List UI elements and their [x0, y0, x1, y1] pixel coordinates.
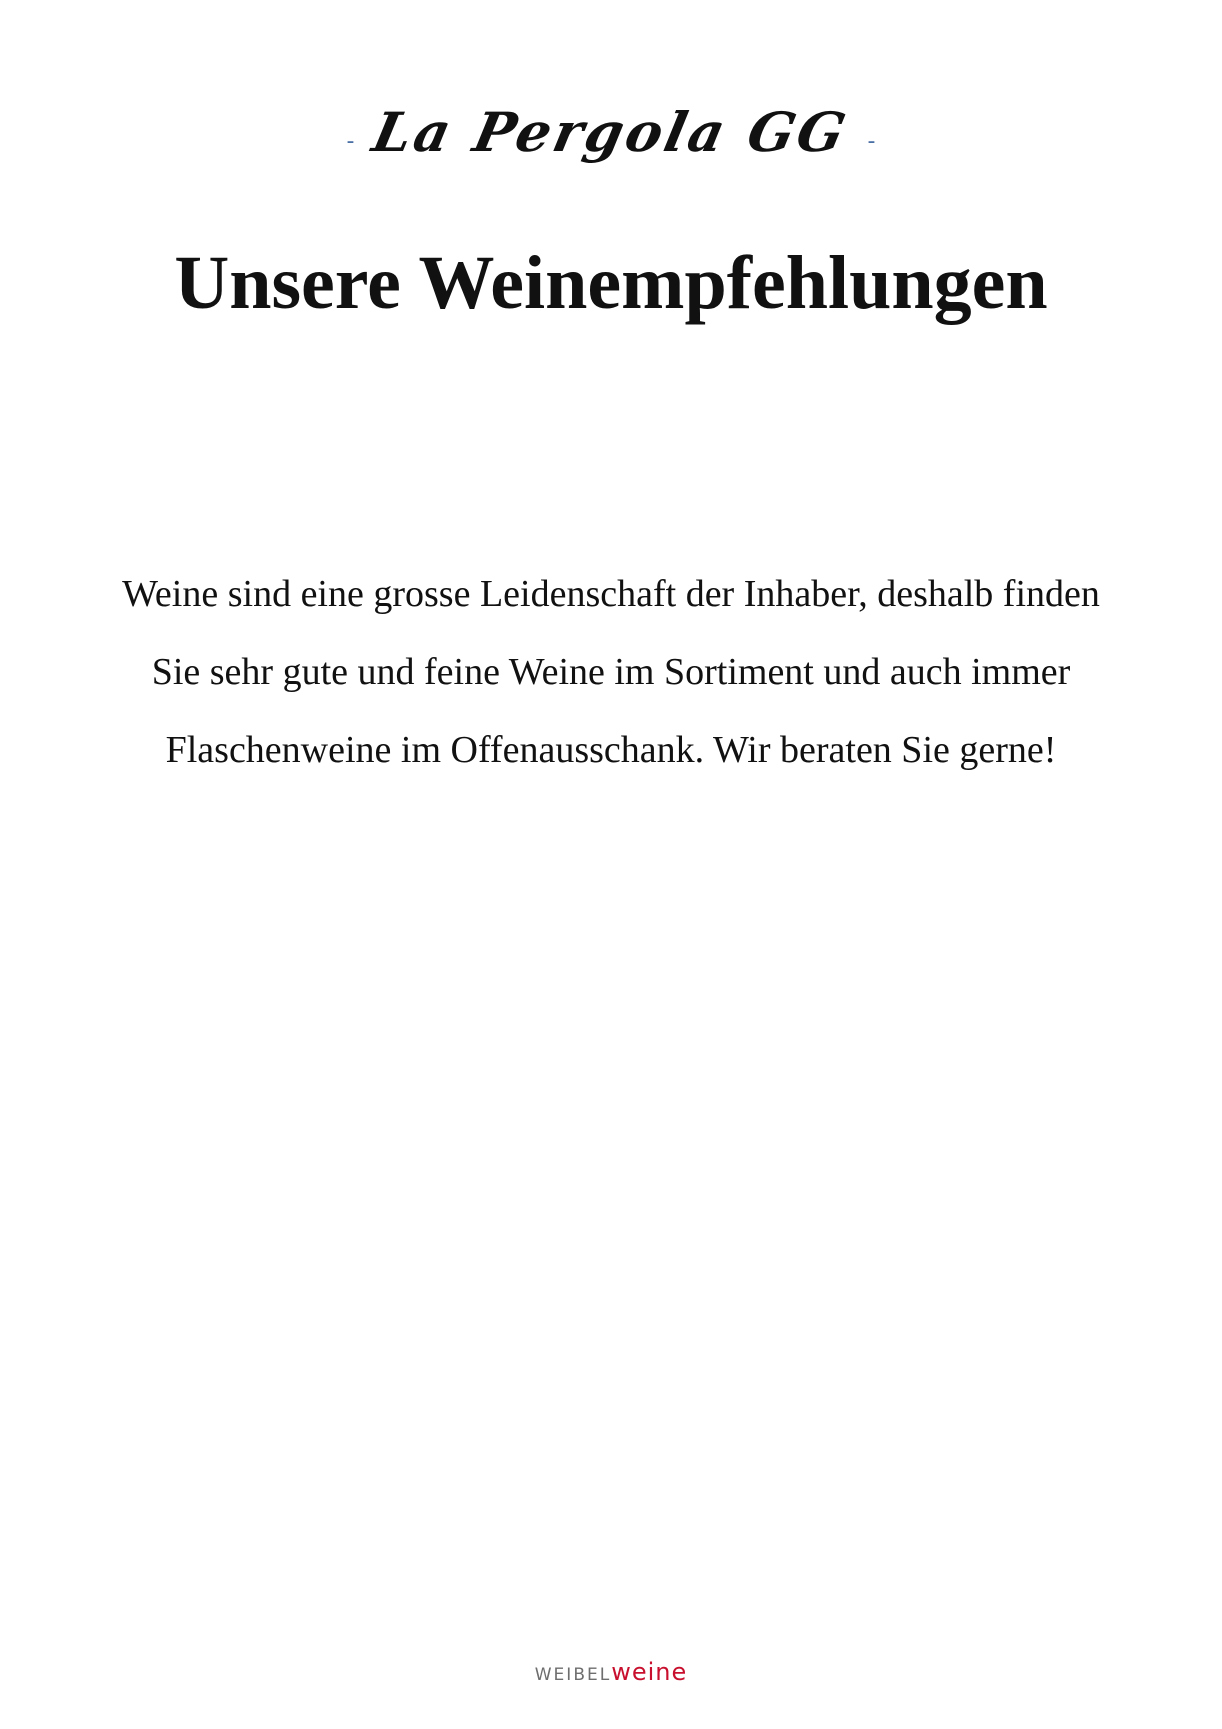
left-dash: - — [346, 128, 355, 154]
intro-paragraph: Weine sind eine grosse Leidenschaft der Inhaber, deshalb finden Sie sehr gute und feine Weine im Sortiment und auch immer Flaschenweine im Offenausschank. Wir beraten Sie gerne! — [122, 573, 1100, 771]
right-dash: - — [867, 128, 876, 154]
logo-text-weine: weine — [611, 1658, 688, 1686]
restaurant-header — [0, 100, 1222, 164]
page-title: Unsere Weinempfehlungen — [174, 241, 1048, 325]
restaurant-name: La Pergola GG — [367, 100, 855, 164]
weibelweine-logo — [0, 1658, 1222, 1686]
logo-text-weibel: weibel — [534, 1658, 612, 1686]
